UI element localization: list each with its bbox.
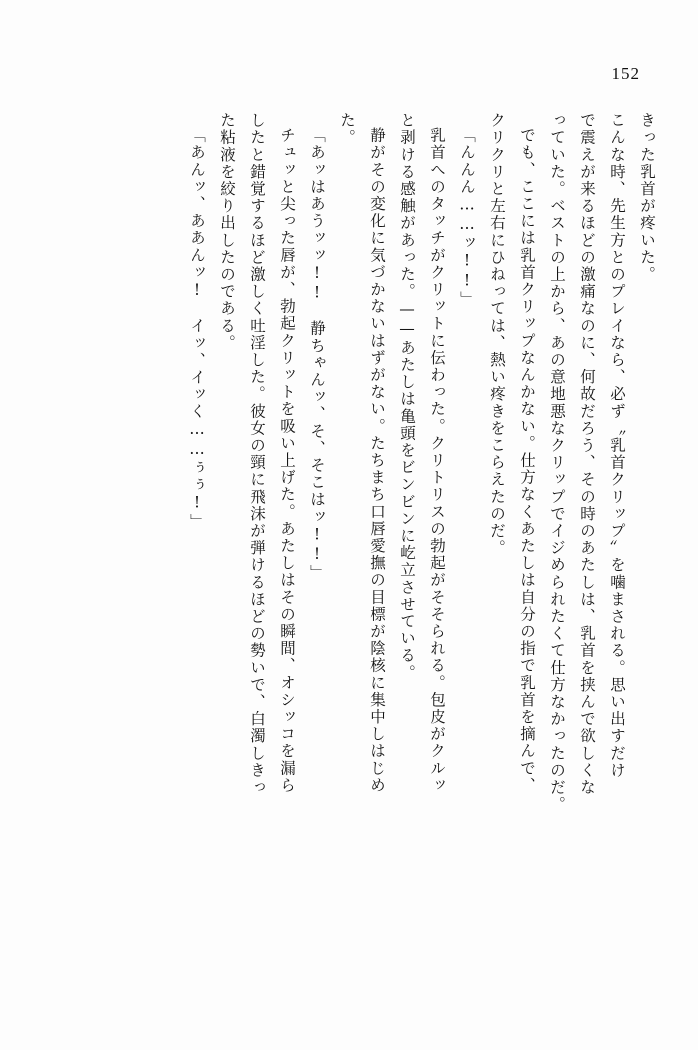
text-line: きった乳首が疼いた。 — [638, 112, 656, 283]
text-line: た粘液を絞り出したのである。 — [218, 112, 236, 352]
page-number: 152 — [611, 64, 640, 83]
text-line: 乳首へのタッチがクリットに伝わった。クリトリスの勃起がそそられる。包皮がクルッ — [428, 127, 446, 794]
text-line: クリクリと左右にひねっては、熱い疼きをこらえたのだ。 — [488, 112, 506, 557]
text-line: と剥ける感触があった。——あたしは亀頭をビンビンに屹立させている。 — [398, 112, 416, 682]
text-line: でも、ここには乳首クリップなんかない。仕方なくあたしは自分の指で乳首を摘んで、 — [518, 127, 536, 794]
text-line: チュッと尖った唇が、勃起クリットを吸い上げた。あたしはその瞬間、オシッコを漏ら — [278, 127, 296, 794]
text-line: 「あッはあうッッ!! 静ちゃんッ、そ、そこはッ!!」 — [308, 127, 326, 582]
text-line: したと錯覚するほど激しく吐淫した。彼女の頸に飛沫が弾けるほどの勢いで、白濁しきっ — [248, 112, 266, 796]
body-text — [44, 112, 654, 1014]
text-line: 「んんん……ッ!!」 — [458, 127, 476, 308]
text-line: 静がその変化に気づかないはずがない。たちまち口唇愛撫の目標が陰核に集中しはじめ — [368, 127, 386, 794]
text-line: っていた。ベストの上から、あの意地悪なクリップでイジめられたくて仕方なかったのだ。 — [548, 112, 566, 814]
text-line: で震えが来るほどの激痛なのに、何故だろう、その時のあたしは、乳首を挟んで欲しくな — [578, 112, 596, 796]
text-line: 「あんッ、ああんッ! イッ、イッく……ぅぅ!」 — [188, 127, 206, 531]
text-line: た。 — [338, 112, 356, 147]
text-line: こんな時、先生方とのプレイなら、必ず〝乳首クリップ〟を噛まされる。思い出すだけ — [608, 112, 626, 779]
